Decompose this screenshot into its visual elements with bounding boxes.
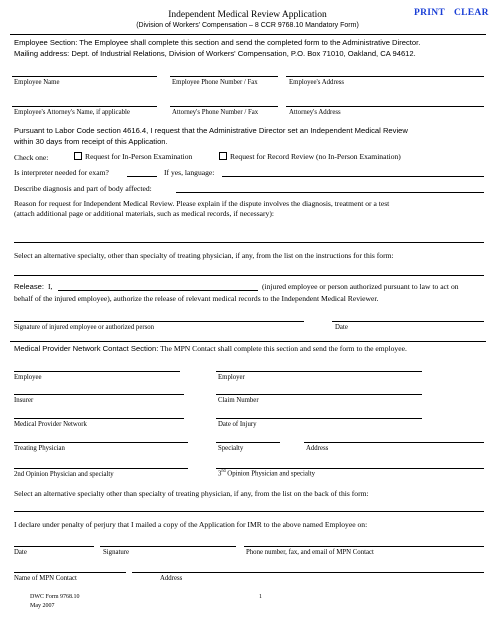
mpn-phone-label: Phone number, fax, and email of MPN Contact — [246, 549, 374, 556]
mpn-signature-label: Signature — [103, 549, 130, 556]
form-subtitle: (Division of Workers' Compensation – 8 CCR 9768.10 Mandatory Form) — [136, 22, 359, 29]
mpn-contact-address-field[interactable] — [132, 572, 484, 573]
insurer-field[interactable] — [14, 394, 184, 395]
specialty-label: Specialty — [218, 445, 244, 452]
physician-address-label: Address — [306, 445, 329, 452]
clear-button[interactable]: CLEAR — [454, 8, 489, 18]
form-id: DWC Form 9768.10 — [30, 594, 80, 600]
record-review-checkbox[interactable] — [219, 152, 227, 160]
mpn-heading-text: The MPN Contact shall complete this section and send the form to the employee. — [160, 344, 407, 353]
alt-specialty-field[interactable] — [14, 275, 484, 276]
employee-phone-label: Employee Phone Number / Fax — [172, 79, 258, 86]
employee-name-field[interactable] — [12, 76, 157, 77]
declaration-text: I declare under penalty of perjury that I mailed a copy of the Application for IMR to the above named Employee on: — [14, 520, 368, 529]
describe-label: Describe diagnosis and part of body affected: — [14, 184, 152, 193]
attorney-name-field[interactable] — [12, 106, 157, 107]
interpreter-answer-field[interactable] — [127, 176, 157, 177]
mpn-employee-label: Employee — [14, 374, 42, 381]
signature-label: Signature of injured employee or authorized person — [14, 324, 155, 331]
language-field[interactable] — [222, 176, 484, 177]
release-text-1: (injured employee or person authorized pursuant to law to act on — [262, 282, 459, 291]
if-yes-language-label: If yes, language: — [164, 168, 215, 177]
option-record-review[interactable] — [219, 152, 401, 161]
mpn-employee-field[interactable] — [14, 371, 180, 372]
mpn-network-label: Medical Provider Network — [14, 421, 87, 428]
reason-text-1: Reason for request for Independent Medical Review. Please explain if the dispute involves the diagnosis, treatment or a test — [14, 199, 390, 208]
employee-phone-field[interactable] — [170, 76, 278, 77]
claim-number-label: Claim Number — [218, 397, 259, 404]
date-of-injury-label: Date of Injury — [218, 421, 257, 428]
mpn-date-field[interactable] — [14, 546, 94, 547]
employee-address-label: Employee's Address — [289, 79, 345, 86]
employee-section-intro-1: Employee Section: The Employee shall complete this section and send the completed form to the Administrative Director. — [14, 38, 421, 47]
second-opinion-field[interactable] — [14, 468, 188, 469]
employee-signature-field[interactable] — [14, 321, 304, 322]
alt-specialty-back-text: Select an alternative specialty other than specialty of treating physician, if any, from the list on the back of this form: — [14, 489, 369, 498]
alt-specialty-text: Select an alternative specialty, other than specialty of treating physician, if any, from the list on the instructions for this form: — [14, 251, 394, 260]
top-rule — [10, 34, 486, 35]
specialty-field[interactable] — [216, 442, 280, 443]
mpn-contact-name-field[interactable] — [14, 572, 126, 573]
print-button[interactable]: PRINT — [414, 8, 446, 18]
option-in-person[interactable] — [74, 152, 192, 161]
attorney-address-field[interactable] — [286, 106, 484, 107]
employee-section-intro-2: Mailing address: Dept. of Industrial Relations, Division of Workers' Compensation, P.O. Box 71010, Oakland, CA 94612. — [14, 49, 416, 58]
attorney-name-label: Employee's Attorney's Name, if applicable — [14, 109, 130, 116]
release-name-field[interactable] — [58, 290, 258, 291]
reason-field[interactable] — [14, 242, 484, 243]
third-opinion-text: Opinion Physician and specialty — [227, 470, 316, 478]
mpn-contact-name-label: Name of MPN Contact — [14, 575, 77, 582]
third-opinion-sup: rd — [221, 469, 226, 474]
release-text-2: behalf of the injured employee), authorize the release of relevant medical records to the Independent Medical Reviewer. — [14, 294, 379, 303]
check-one-label: Check one: — [14, 153, 49, 162]
alt-specialty-back-field[interactable] — [14, 511, 484, 512]
treating-physician-field[interactable] — [14, 442, 188, 443]
section-divider — [10, 341, 486, 342]
employee-address-field[interactable] — [286, 76, 484, 77]
third-opinion-num: 3 — [218, 470, 222, 478]
mpn-network-field[interactable] — [14, 418, 184, 419]
release-label: Release: — [14, 282, 44, 291]
employer-label: Employer — [218, 374, 245, 381]
attorney-address-label: Attorney's Address — [289, 109, 341, 116]
mpn-contact-address-label: Address — [160, 575, 183, 582]
third-opinion-label — [218, 469, 315, 477]
employee-date-field[interactable] — [332, 321, 484, 322]
in-person-label: Request for In-Person Examination — [85, 152, 193, 161]
form-date: May 2007 — [30, 603, 55, 609]
request-text-1: Pursuant to Labor Code section 4616.4, I request that the Administrative Director set an Independent Medical Review — [14, 126, 408, 135]
mpn-heading-title: Medical Provider Network Contact Section: — [14, 344, 159, 353]
mpn-phone-field[interactable] — [244, 546, 484, 547]
mpn-date-label: Date — [14, 549, 27, 556]
attorney-phone-field[interactable] — [170, 106, 278, 107]
reason-text-2: (attach additional page or additional materials, such as medical records, if necessary): — [14, 209, 274, 218]
page-number: 1 — [259, 594, 262, 600]
release-i: I, — [48, 282, 53, 291]
interpreter-question: Is interpreter needed for exam? — [14, 168, 109, 177]
mpn-signature-field[interactable] — [100, 546, 236, 547]
record-review-label: Request for Record Review (no In-Person Examination) — [230, 152, 401, 161]
employer-field[interactable] — [216, 371, 422, 372]
second-opinion-label: 2nd Opinion Physician and specialty — [14, 471, 114, 478]
physician-address-field[interactable] — [304, 442, 484, 443]
date-of-injury-field[interactable] — [216, 418, 422, 419]
date-label: Date — [335, 324, 348, 331]
request-text-2: within 30 days from receipt of this Application. — [14, 137, 168, 146]
attorney-phone-label: Attorney's Phone Number / Fax — [172, 109, 259, 116]
mpn-heading — [14, 344, 407, 353]
form-title: Independent Medical Review Application — [168, 10, 327, 20]
in-person-checkbox[interactable] — [74, 152, 82, 160]
employee-name-label: Employee Name — [14, 79, 60, 86]
describe-field[interactable] — [176, 192, 484, 193]
treating-physician-label: Treating Physician — [14, 445, 65, 452]
claim-number-field[interactable] — [216, 394, 422, 395]
insurer-label: Insurer — [14, 397, 34, 404]
